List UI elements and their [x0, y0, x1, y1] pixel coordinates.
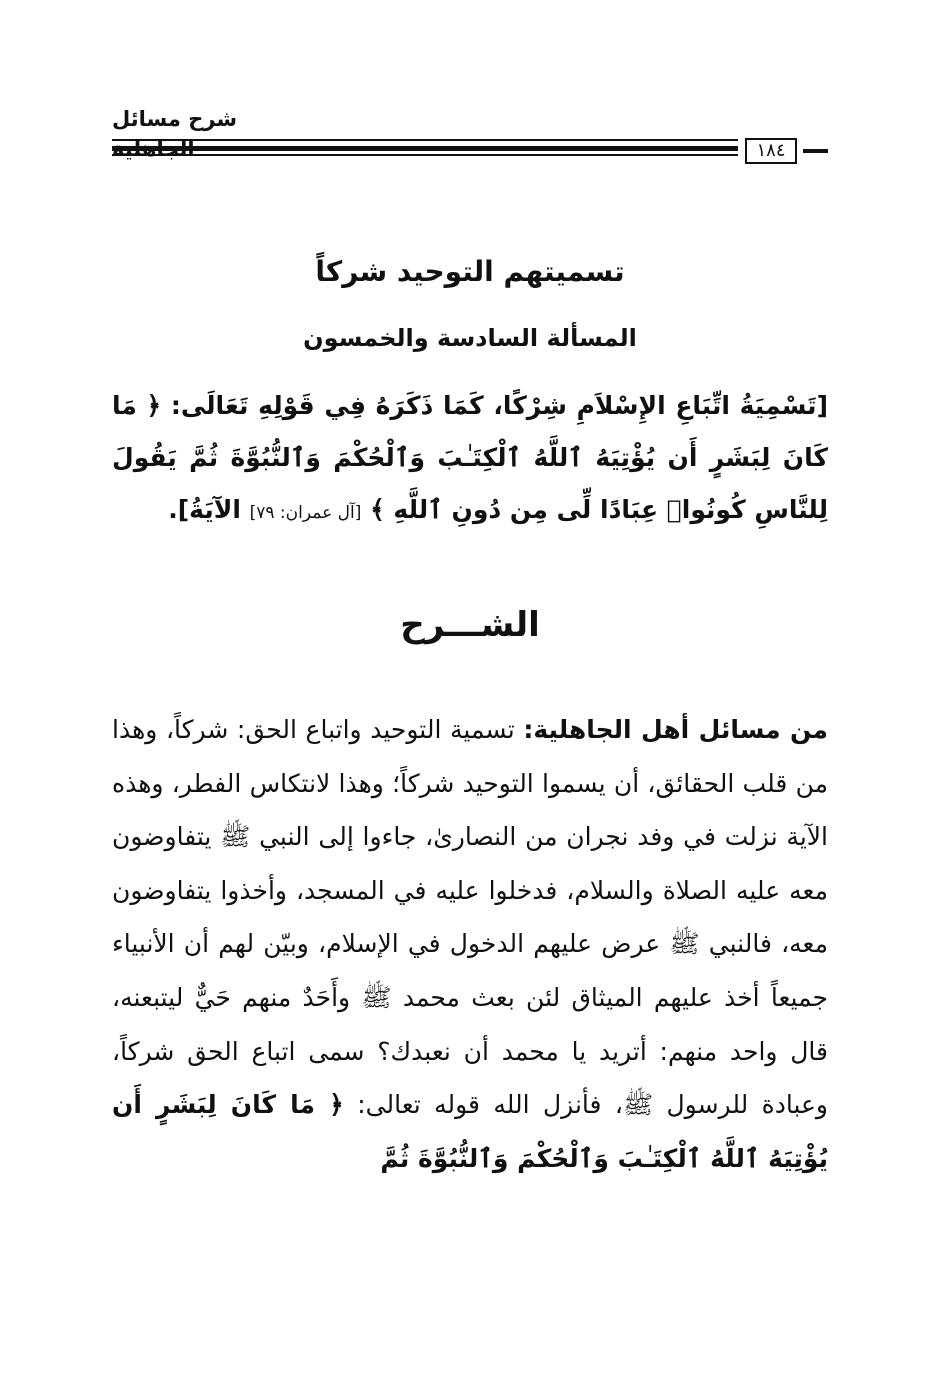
matn-verse: ﴿ مَا كَانَ لِبَشَرٍ أَن يُؤْتِيَهُ ٱللَّهُ ٱلْكِتَـٰبَ وَٱلْحُكْمَ وَٱلنُّبُوَّةَ ثُمَّ يَقُولَ لِلنَّاسِ كُونُوا۟ عِبَادًا لِّى مِن دُونِ ٱللَّهِ ﴾	[112, 391, 828, 524]
page-number: ١٨٤	[745, 138, 797, 164]
sharh-body: تسمية التوحيد واتباع الحق: شركاً، وهذا من قلب الحقائق، أن يسموا التوحيد شركاً؛ وهذا لانتكاس الفطر، وهذه الآية نزلت في وفد نجران من النصارىٰ، جاءوا إلى النبي ﷺ يتفاوضون معه عليه الصلاة والسلام، فدخلوا عليه في المسجد، وأخذوا يتفاوضون معه، فالنبي ﷺ عرض عليهم الدخول في الإسلام، وبيّن لهم أن الأنبياء جميعاً أخذ عليهم الميثاق لئن بعث محمد ﷺ وأَحَدٌ منهم حَيٌّ ليتبعنه، قال واحد منهم: أتريد يا محمد أن نعبدك؟ سمى اتباع الحق شركاً، وعبادة للرسول ﷺ، فأنزل الله قوله تعالى:	[112, 715, 828, 1120]
issue-subtitle: المسألة السادسة والخمسون	[303, 324, 637, 352]
issue-title: تسميتهم التوحيد شركاً	[315, 255, 625, 288]
matn-intro: [تَسْمِيَةُ اتِّبَاعِ الإِسْلاَمِ شِرْكًا، كَمَا ذَكَرَهُ فِي قَوْلِهِ تَعَالَى:	[170, 391, 828, 420]
sharh-verse-start: ﴿ مَا كَانَ لِبَشَرٍ أَن يُؤْتِيَهُ ٱللَّهُ ٱلْكِتَـٰبَ وَٱلْحُكْمَ وَٱلنُّبُوَّةَ ثُمَّ	[112, 1090, 828, 1173]
sharh-title: الشـــرح	[400, 605, 540, 645]
sharh-lead: من مسائل أهل الجاهلية:	[523, 715, 829, 744]
header-rule-main	[112, 146, 738, 151]
header-rule-bottom	[112, 154, 738, 156]
page-number-rule-right	[803, 149, 828, 153]
header-rule-top	[112, 139, 738, 141]
sharh-paragraph	[112, 703, 828, 1185]
verse-citation: [آل عمران: ٧٩]	[249, 503, 362, 523]
running-title: شرح مسائل	[112, 107, 238, 131]
matn-ending: الآيَةُ].	[168, 495, 241, 524]
matn-text	[112, 380, 828, 539]
